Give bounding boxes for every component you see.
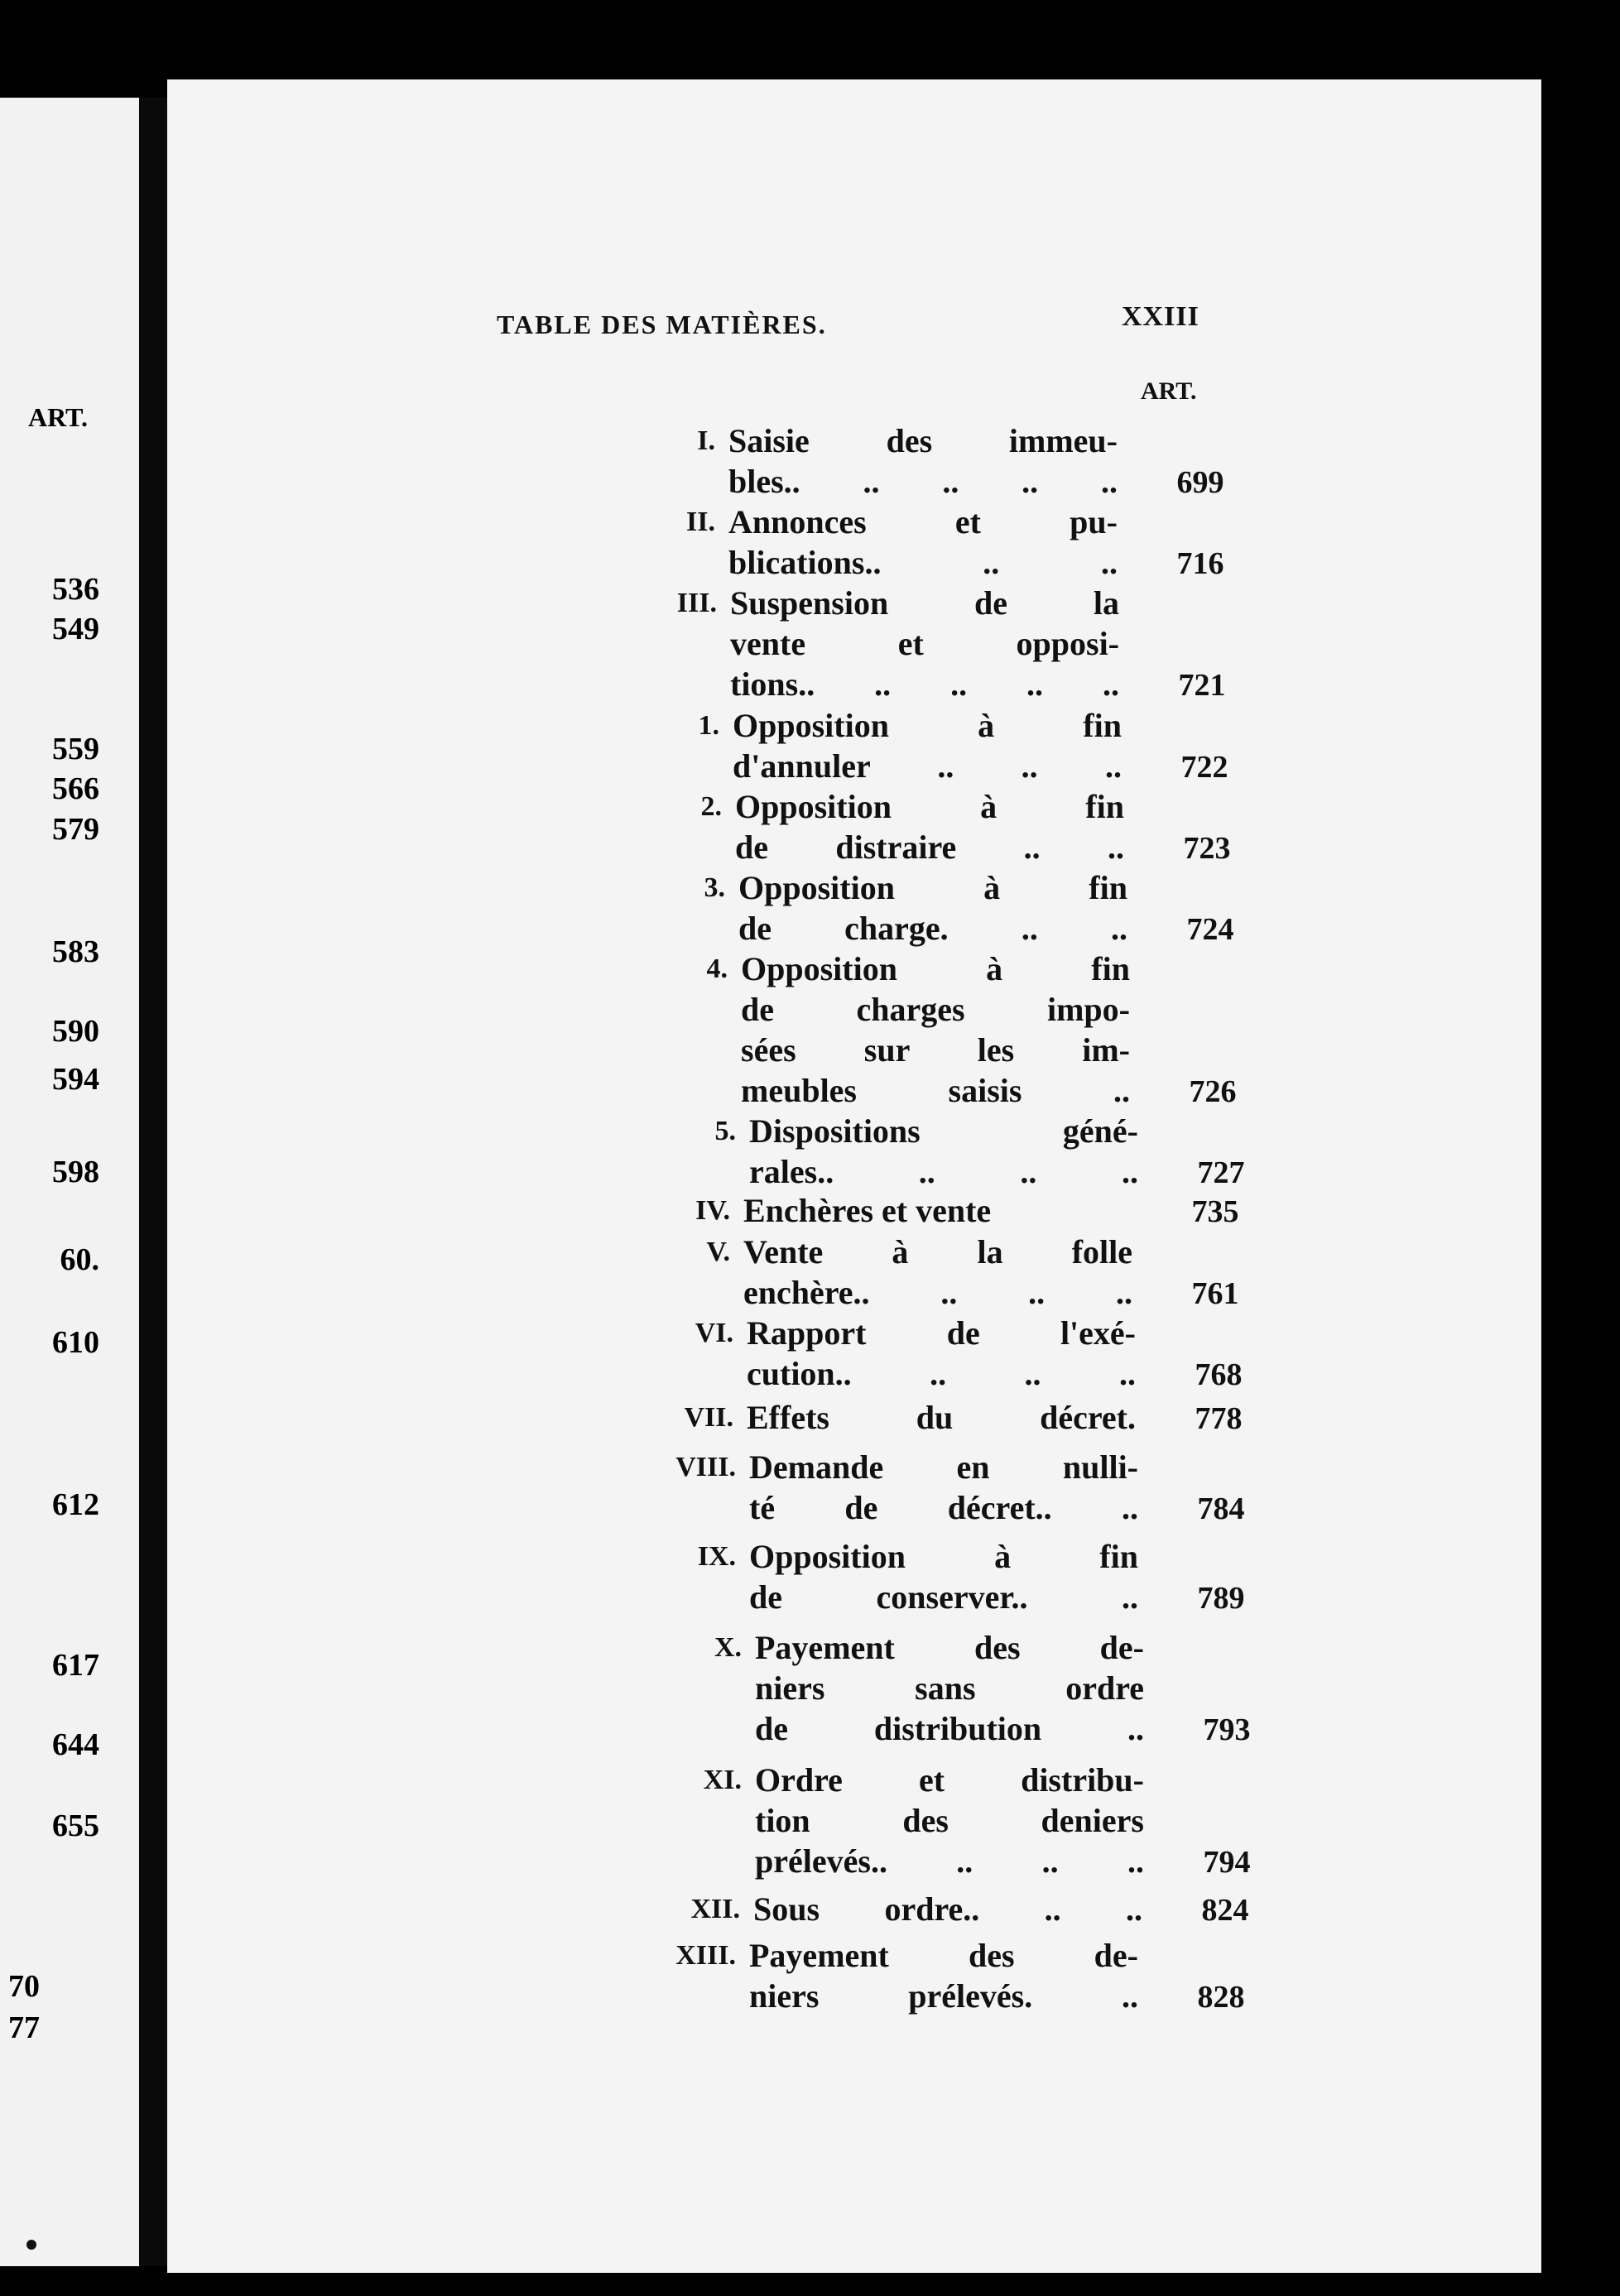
entry-title-line: de distraire .. .. — [735, 829, 1124, 866]
entry-article-number: 789 — [1197, 1581, 1245, 1616]
left-art-number: 583 — [52, 934, 99, 969]
entry-article-number: 726 — [1189, 1074, 1237, 1109]
entry-title-line: Annonces et pu- — [728, 503, 1118, 540]
entry-title-line: Opposition à fin — [749, 1538, 1138, 1575]
entry-title-line: bles.. .. .. .. .. — [728, 463, 1118, 500]
left-art-number: 566 — [52, 771, 99, 806]
entry-title-line: enchère.. .. .. .. — [743, 1274, 1132, 1311]
left-art-number: 70 — [8, 1969, 40, 2004]
entry-article-number: 768 — [1195, 1357, 1243, 1392]
running-header-title: TABLE DES MATIÈRES. — [497, 310, 827, 339]
entry-title — [733, 705, 1122, 786]
entry-title — [735, 786, 1124, 867]
entry-article-number: 784 — [1197, 1491, 1245, 1526]
entry-title-line: vente et opposi- — [730, 625, 1119, 662]
left-art-number: 60. — [60, 1242, 99, 1277]
entry-title-line: tions.. .. .. .. .. — [730, 665, 1119, 703]
entry-article-number: 727 — [1197, 1155, 1245, 1190]
entry-title-line: tion des deniers — [755, 1802, 1144, 1839]
left-art-number: 612 — [52, 1487, 99, 1522]
left-art-number: 559 — [52, 732, 99, 766]
entry-title-line: Ordre et distribu- — [755, 1761, 1144, 1799]
entry-numeral: VII. — [684, 1402, 733, 1433]
entry-numeral: I. — [697, 425, 715, 456]
entry-title-line: Saisie des immeu- — [728, 422, 1118, 459]
left-page-strip — [0, 98, 139, 2266]
entry-title-line: Suspension de la — [730, 584, 1119, 622]
entry-title — [747, 1397, 1136, 1438]
left-art-number: 536 — [52, 572, 99, 607]
entry-title-line: meubles saisis .. — [741, 1072, 1130, 1109]
entry-title-line: Effets du décret. — [747, 1399, 1136, 1436]
entry-numeral: 3. — [704, 872, 725, 903]
entry-title-line: Vente à la folle — [743, 1233, 1132, 1270]
entry-title — [738, 867, 1127, 949]
entry-numeral: XII. — [690, 1894, 740, 1924]
entry-title — [749, 1111, 1138, 1192]
left-art-number: 610 — [52, 1325, 99, 1360]
entry-numeral: V. — [706, 1237, 730, 1267]
entry-title-line: de charge. .. .. — [738, 910, 1127, 947]
entry-article-number: 828 — [1197, 1980, 1245, 2015]
left-art-number: 644 — [52, 1727, 99, 1762]
left-art-number: 549 — [52, 612, 99, 646]
entry-title-line: de conserver.. .. — [749, 1578, 1138, 1616]
entry-numeral: VI. — [695, 1318, 733, 1348]
entry-title — [730, 583, 1119, 704]
entry-numeral: IX. — [697, 1541, 736, 1572]
left-art-label: ART. — [27, 402, 89, 432]
entry-article-number: 721 — [1178, 668, 1226, 703]
entry-article-number: 761 — [1191, 1276, 1239, 1311]
left-art-number: 655 — [52, 1808, 99, 1843]
entry-article-number: 699 — [1176, 465, 1224, 500]
entry-title — [741, 949, 1130, 1111]
entry-title-line: de charges impo- — [741, 991, 1130, 1028]
entry-title-line: d'annuler .. .. .. — [733, 747, 1122, 785]
page-number: XXIII — [1122, 301, 1199, 332]
entry-numeral: 2. — [700, 791, 722, 822]
entry-title-line: Opposition à fin — [741, 950, 1130, 987]
entry-article-number: 724 — [1186, 912, 1234, 947]
ink-speck — [26, 2240, 36, 2250]
entry-title-line: sées sur les im- — [741, 1031, 1130, 1069]
entry-title-line: niers sans ordre — [755, 1669, 1144, 1707]
entry-title-line: Opposition à fin — [735, 788, 1124, 825]
entry-title-line: Enchères et vente — [743, 1192, 992, 1229]
entry-title — [749, 1447, 1138, 1528]
entry-numeral: VIII. — [675, 1452, 736, 1482]
art-column-label: ART. — [1141, 377, 1197, 405]
left-art-number: 590 — [52, 1014, 99, 1049]
left-art-number: 579 — [52, 812, 99, 847]
entry-numeral: III. — [676, 588, 717, 618]
entry-article-number: 735 — [1191, 1194, 1239, 1229]
entry-numeral: X. — [714, 1632, 742, 1663]
left-art-number: 594 — [52, 1062, 99, 1097]
entry-numeral: XIII. — [675, 1940, 736, 1971]
entry-title-line: prélevés.. .. .. .. — [755, 1842, 1144, 1880]
entry-title — [755, 1760, 1144, 1881]
entry-title-line: de distribution .. — [755, 1710, 1144, 1747]
entry-title — [743, 1232, 1132, 1313]
entry-article-number: 723 — [1183, 831, 1231, 866]
entry-article-number: 778 — [1195, 1401, 1243, 1436]
entry-article-number: 793 — [1203, 1712, 1251, 1747]
entry-title-line: Opposition à fin — [738, 869, 1127, 906]
entry-title — [728, 502, 1118, 583]
entry-title-line: Dispositions géné- — [749, 1112, 1138, 1150]
entry-title-line: Opposition à fin — [733, 707, 1122, 744]
entry-title — [728, 420, 1118, 502]
entry-article-number: 794 — [1203, 1845, 1251, 1880]
entry-title-line: Demande en nulli- — [749, 1448, 1138, 1486]
entry-title — [749, 1935, 1138, 2016]
book-gutter — [139, 98, 167, 2266]
entry-title-line: niers prélevés. .. — [749, 1977, 1138, 2015]
entry-numeral: IV. — [695, 1195, 730, 1226]
entry-numeral: 1. — [698, 710, 719, 741]
entry-title-line: blications.. .. .. — [728, 544, 1118, 581]
entry-title-line: Sous ordre.. .. .. — [753, 1890, 1142, 1928]
entry-title-line: té de décret.. .. — [749, 1489, 1138, 1526]
entry-title — [749, 1536, 1138, 1617]
entry-article-number: 824 — [1201, 1893, 1249, 1928]
left-art-number: 598 — [52, 1155, 99, 1189]
entry-numeral: 4. — [706, 953, 728, 984]
entry-title — [747, 1313, 1136, 1394]
left-art-number: 617 — [52, 1648, 99, 1683]
entry-numeral: II. — [686, 507, 715, 537]
entry-title-line: Payement des de- — [755, 1629, 1144, 1666]
entry-numeral: 5. — [714, 1116, 736, 1146]
entry-article-number: 716 — [1176, 546, 1224, 581]
entry-title-line: cution.. .. .. .. — [747, 1355, 1136, 1392]
entry-title — [753, 1889, 1142, 1929]
entry-title-line: rales.. .. .. .. — [749, 1153, 1138, 1190]
entry-title — [743, 1190, 1132, 1231]
left-art-number: 77 — [8, 2010, 40, 2045]
entry-numeral: XI. — [703, 1765, 742, 1795]
entry-article-number: 722 — [1180, 750, 1228, 785]
entry-title-line: Payement des de- — [749, 1937, 1138, 1974]
entry-title-line: Rapport de l'exé- — [747, 1314, 1136, 1352]
entry-title — [755, 1627, 1144, 1749]
